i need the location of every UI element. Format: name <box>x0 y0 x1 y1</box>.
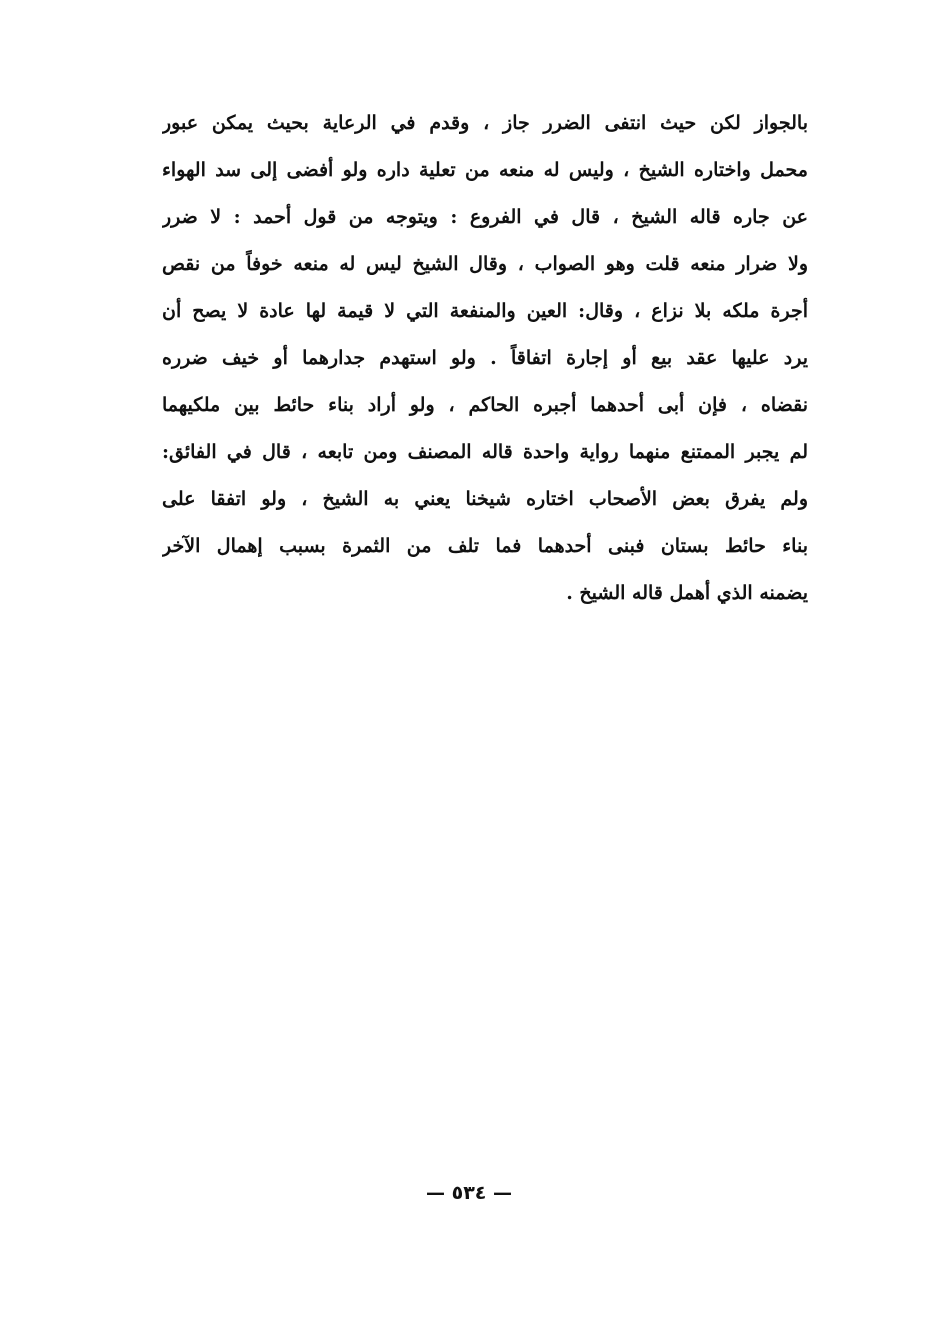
text-line: يضمنه الذي أهمل قاله الشيخ . <box>566 582 808 604</box>
text-line: أجرة ملكه بلا نزاع ، وقال: العين والمنفعة التي لا قيمة لها عادة لا يصح أن <box>162 300 808 322</box>
page-number: — ٥٣٤ — <box>425 1182 513 1204</box>
text-line: بالجواز لكن حيث انتفى الضرر جاز ، وقدم في الرعاية بحيث يمكن عبور <box>162 112 808 134</box>
text-line: عن جاره قاله الشيخ ، قال في الفروع : ويتوجه من قول أحمد : لا ضرر <box>162 206 808 228</box>
text-line: بناء حائط بستان فبنى أحدهما فما تلف من الثمرة بسبب إهمال الآخر <box>162 535 808 557</box>
text-line: ولا ضرار منعه قلت وهو الصواب ، وقال الشيخ ليس له منعه خوفاً من نقص <box>162 253 808 275</box>
text-line: يرد عليها عقد بيع أو إجارة اتفاقاً . ولو استهدم جدارهما أو خيف ضرره <box>162 347 808 369</box>
body-text <box>162 100 808 617</box>
text-line: محمل واختاره الشيخ ، وليس له منعه من تعلية داره ولو أفضى إلى سد الهواء <box>162 159 808 181</box>
text-line: لم يجبر الممتنع منهما رواية واحدة قاله المصنف ومن تابعه ، قال في الفائق: <box>162 441 808 463</box>
text-line: نقضاه ، فإن أبى أحدهما أجبره الحاكم ، ولو أراد بناء حائط بين ملكيهما <box>162 394 808 416</box>
text-line: ولم يفرق بعض الأصحاب اختاره شيخنا يعني به الشيخ ، ولو اتفقا على <box>162 488 808 510</box>
